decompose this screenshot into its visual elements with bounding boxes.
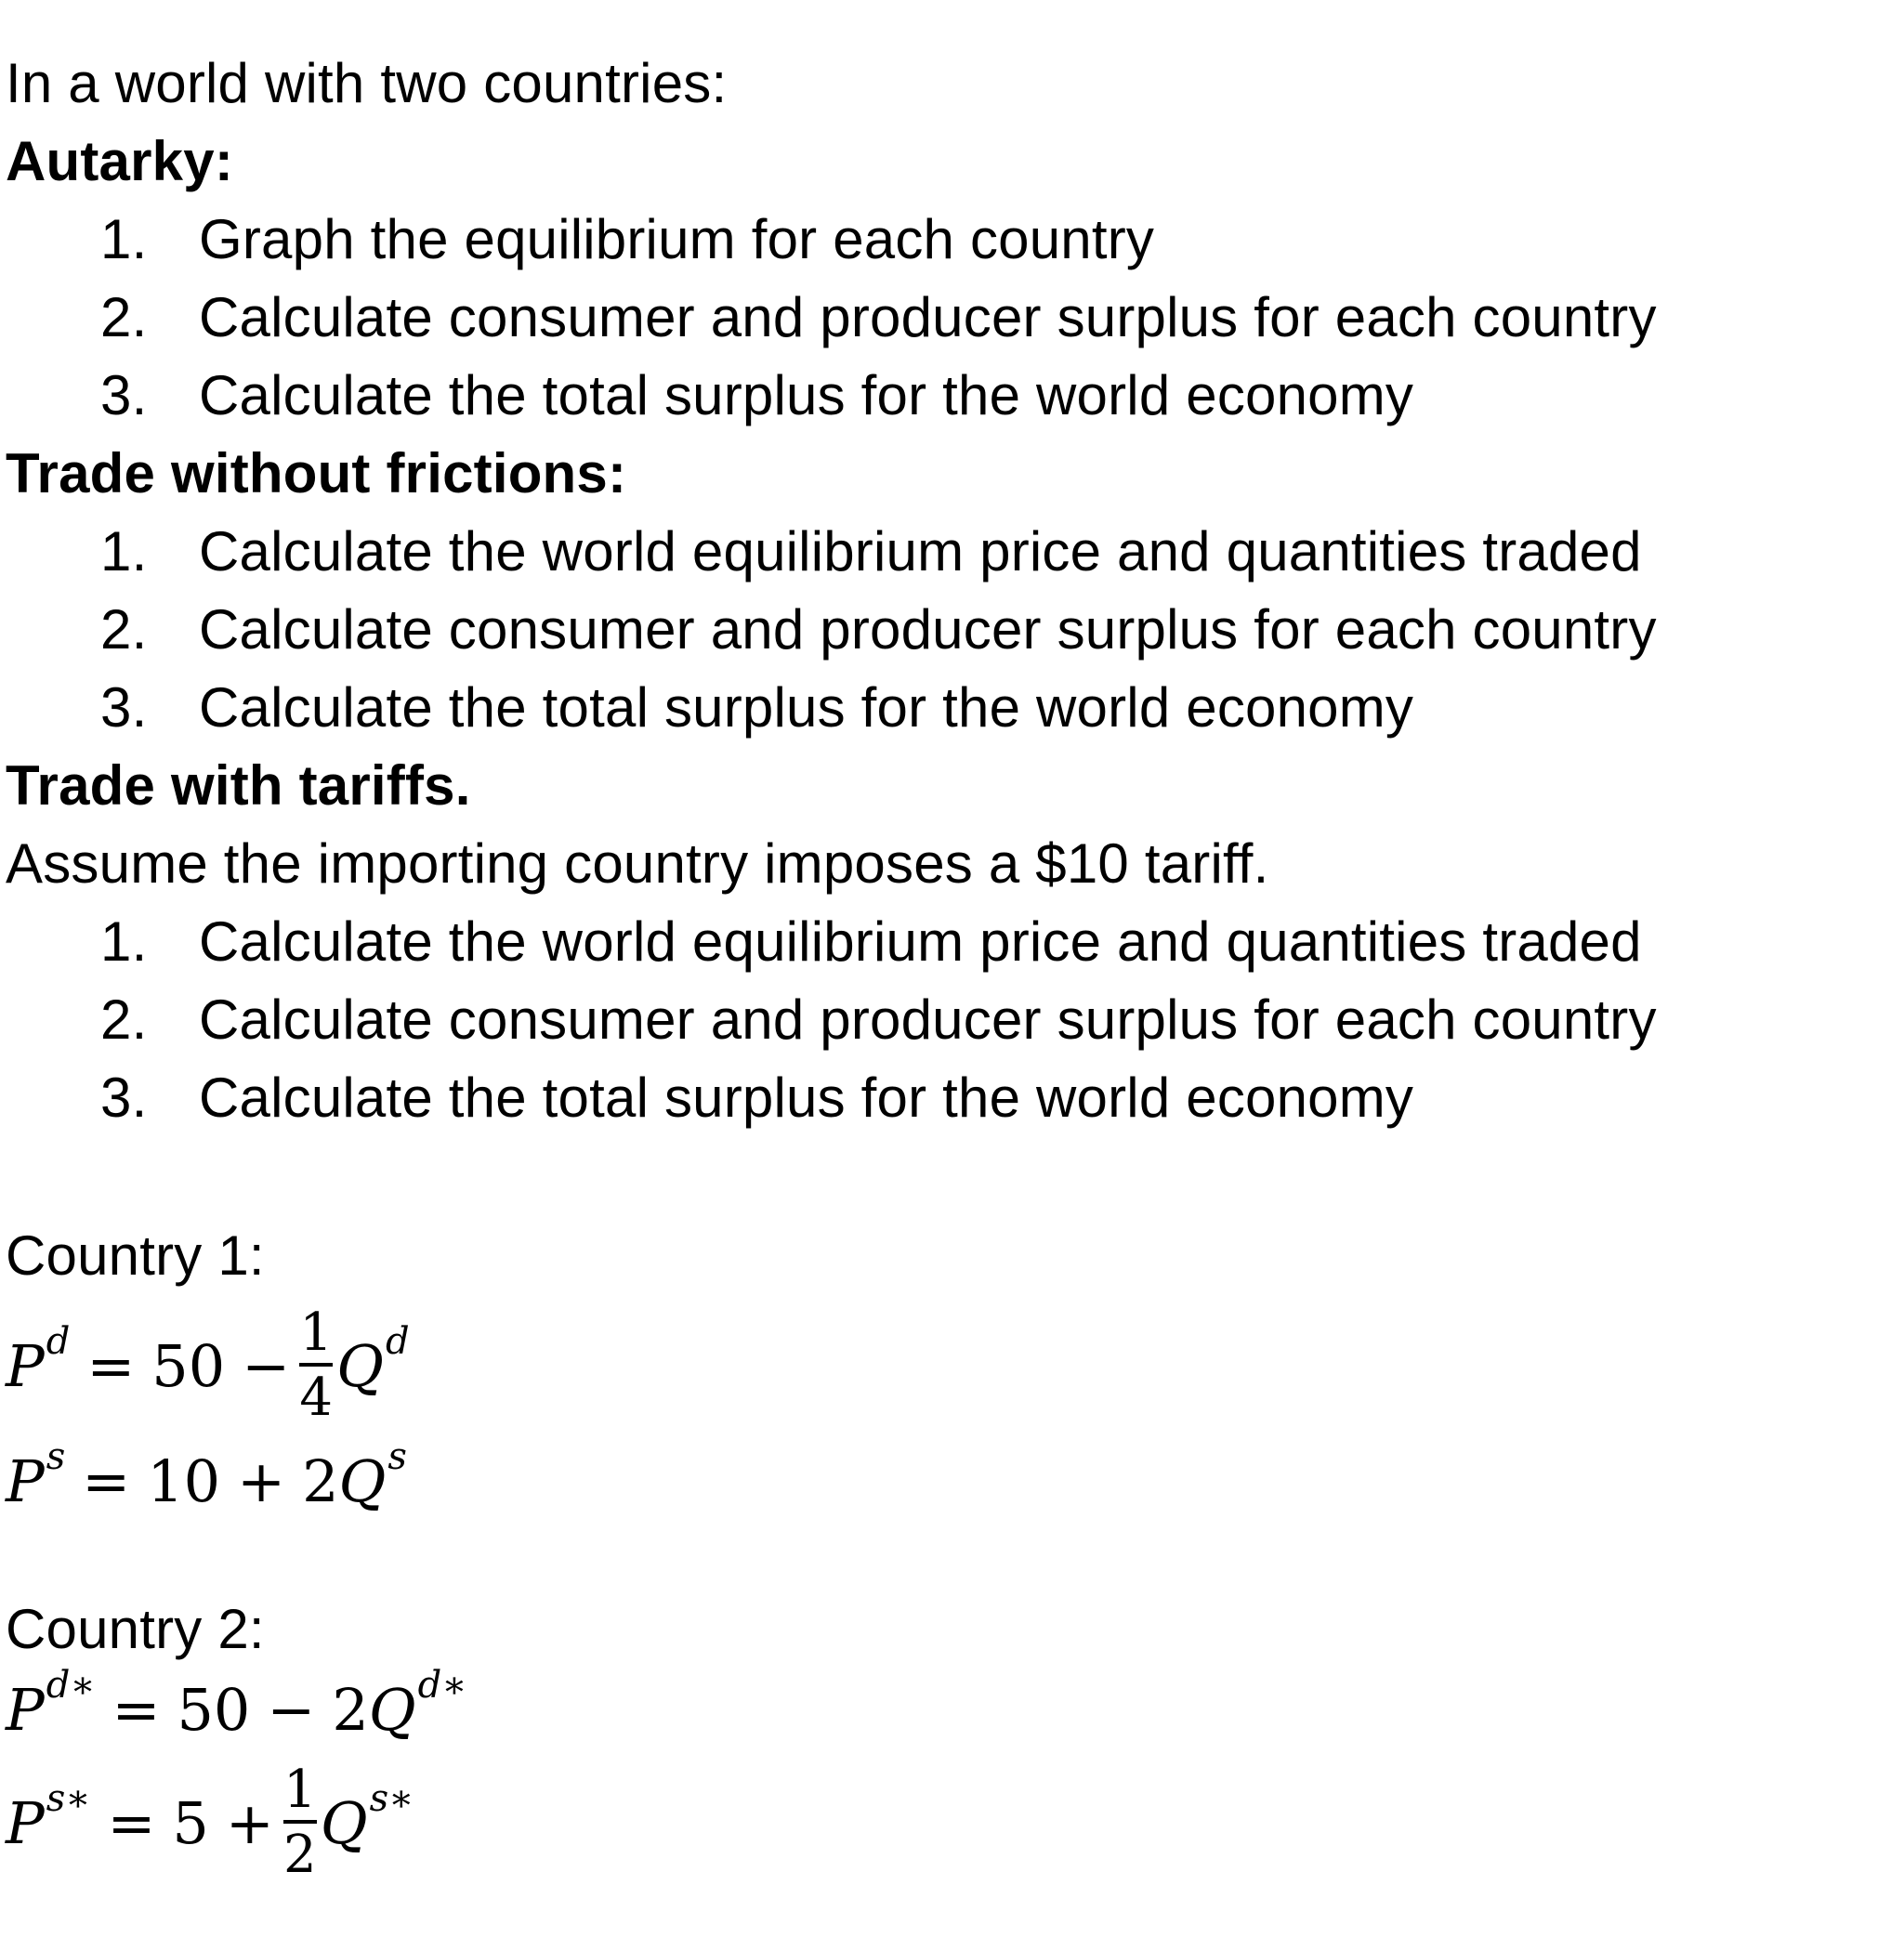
country1-supply-equation (6, 1435, 407, 1518)
constant: 10 (147, 1446, 221, 1515)
section-heading-trade-without-frictions: Trade without frictions: (6, 442, 627, 504)
list-item (100, 591, 1657, 669)
list-item-number: 1. (100, 910, 148, 973)
list-item-number: 2. (100, 598, 148, 661)
list-item-text: Calculate the total surplus for the world economy (199, 1067, 1414, 1129)
price-symbol: P (6, 1331, 45, 1400)
list-item-text: Calculate the total surplus for the world economy (199, 676, 1414, 739)
quantity-symbol: Q (368, 1675, 416, 1744)
list-item (100, 981, 1657, 1059)
list-item-text: Calculate consumer and producer surplus for each country (199, 988, 1657, 1051)
list-item-number: 1. (100, 520, 148, 582)
operator: + (237, 1446, 286, 1515)
list-item-number: 2. (100, 988, 148, 1051)
quantity-symbol: Q (336, 1331, 384, 1400)
superscript: s∗ (46, 1777, 91, 1820)
list-item-text: Calculate the world equilibrium price and quantities traded (199, 910, 1642, 973)
superscript: s∗ (369, 1777, 414, 1820)
price-symbol: P (6, 1788, 45, 1857)
list-item (100, 513, 1642, 591)
list-item (100, 279, 1657, 357)
list-item-number: 2. (100, 286, 148, 348)
coefficient: 2 (302, 1446, 339, 1515)
fraction-denominator: 2 (282, 1825, 317, 1885)
fraction-numerator: 1 (299, 1302, 333, 1363)
country2-supply-equation (6, 1748, 414, 1897)
constant: 50 (177, 1675, 251, 1744)
list-item-number: 3. (100, 676, 148, 739)
tariff-note: Assume the importing country imposes a $10 tariff. (6, 832, 1269, 895)
list-item-number: 1. (100, 208, 148, 270)
fraction-denominator: 4 (299, 1368, 333, 1428)
operator: − (242, 1331, 291, 1400)
list-item (100, 669, 1413, 747)
superscript: d (46, 1320, 71, 1363)
list-item (100, 201, 1154, 279)
superscript: s (387, 1435, 407, 1478)
list-item-text: Calculate consumer and producer surplus for each country (199, 286, 1657, 348)
country1-demand-equation (6, 1291, 410, 1440)
equals-sign: = (107, 1788, 156, 1857)
constant: 5 (172, 1788, 209, 1857)
fraction-numerator: 1 (282, 1760, 317, 1820)
country1-label: Country 1: (6, 1224, 265, 1287)
list-item (100, 903, 1642, 981)
section-heading-trade-with-tariffs: Trade with tariffs. (6, 754, 471, 817)
price-symbol: P (6, 1446, 45, 1515)
country2-label: Country 2: (6, 1598, 265, 1660)
list-item (100, 357, 1413, 435)
list-item-text: Calculate the total surplus for the world economy (199, 364, 1414, 426)
intro-text: In a world with two countries: (6, 52, 728, 114)
equals-sign: = (82, 1446, 131, 1515)
section-heading-autarky: Autarky: (6, 130, 233, 192)
operator: − (267, 1675, 316, 1744)
list-item-number: 3. (100, 1067, 148, 1129)
operator: + (225, 1788, 274, 1857)
fraction (282, 1760, 317, 1885)
country2-demand-equation (6, 1664, 467, 1747)
list-item-text: Calculate the world equilibrium price and quantities traded (199, 520, 1642, 582)
quantity-symbol: Q (320, 1788, 368, 1857)
superscript: s (46, 1435, 66, 1478)
list-item (100, 1059, 1413, 1137)
superscript: d∗ (46, 1664, 96, 1707)
equals-sign: = (86, 1331, 136, 1400)
list-item-text: Graph the equilibrium for each country (199, 208, 1155, 270)
fraction (299, 1302, 333, 1428)
list-item-number: 3. (100, 364, 148, 426)
list-item-text: Calculate consumer and producer surplus for each country (199, 598, 1657, 661)
price-symbol: P (6, 1675, 45, 1744)
constant: 50 (151, 1331, 226, 1400)
coefficient: 2 (332, 1675, 369, 1744)
superscript: d (385, 1320, 410, 1363)
superscript: d∗ (417, 1664, 467, 1707)
equals-sign: = (112, 1675, 161, 1744)
quantity-symbol: Q (338, 1446, 387, 1515)
